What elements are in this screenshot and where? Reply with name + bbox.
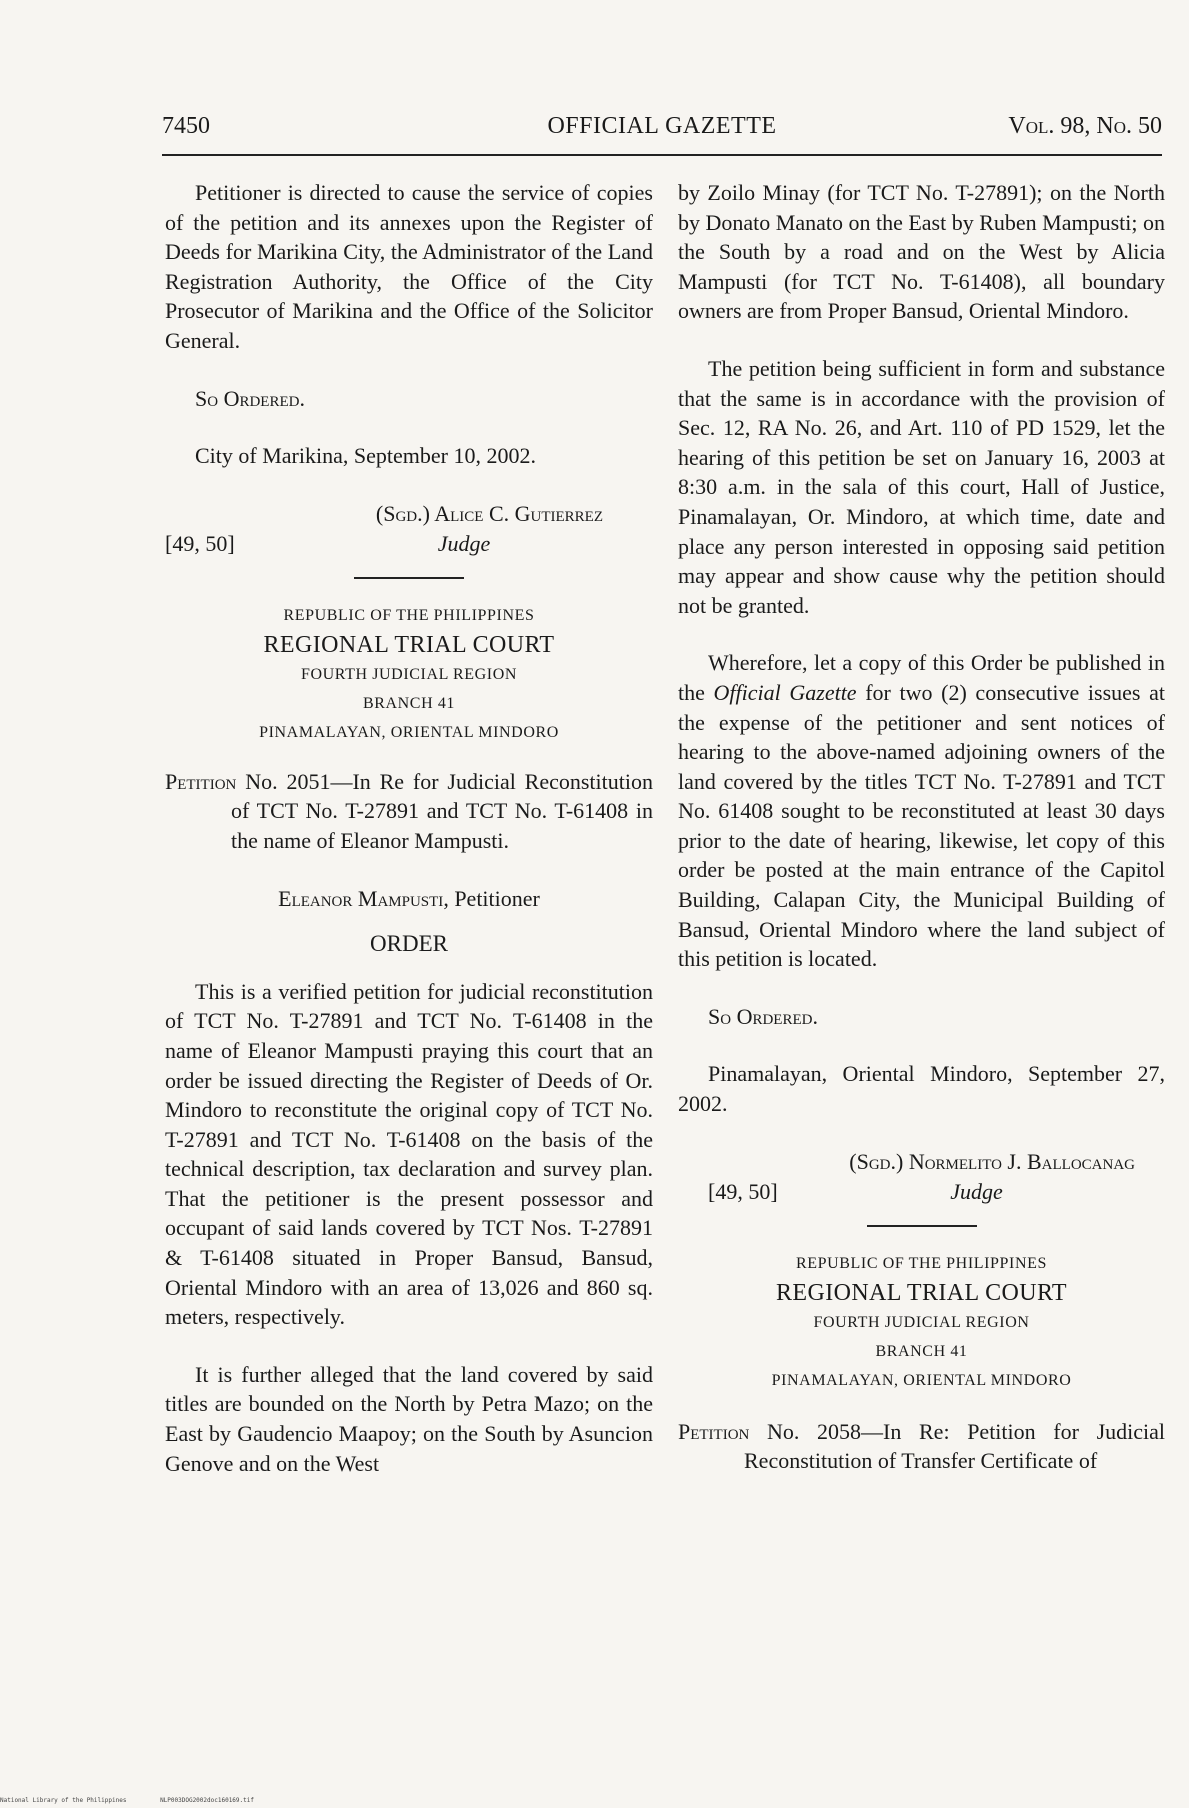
date-line: Pinamalayan, Oriental Mindoro, September 27, 2002. bbox=[678, 1061, 1165, 1117]
gazette-name: Official Gazette bbox=[713, 679, 857, 705]
issue-reference: [49, 50] bbox=[708, 1178, 778, 1204]
petitioner-role: , Petitioner bbox=[443, 885, 540, 911]
boundaries-continued: by Zoilo Minay (for TCT No. T-27891); on the North by Donato Manato on the East by Ruben Mampusti; on the South by a road and on the West by Alicia Mampusti (for TCT No. T-61408), all boundary owners are from Proper Bansud, Oriental Mindoro. bbox=[678, 180, 1165, 324]
left-column bbox=[165, 178, 653, 1478]
page-header bbox=[162, 108, 1162, 148]
service-paragraph: Petitioner is directed to cause the service of copies of the petition and its annexes upon the Register of Deeds for Marikina City, the Administrator of the Land Registration Authority, the Office of the City Prosecutor of Marikina and the Office of the Solicitor General. bbox=[165, 180, 653, 353]
header-rule bbox=[162, 154, 1162, 156]
signatory: (Sgd.) Normelito J. Ballocanag bbox=[849, 1148, 1135, 1174]
date-line: City of Marikina, September 10, 2002. bbox=[195, 443, 536, 469]
hearing-paragraph: The petition being sufficient in form and substance that the same is in accordance with the provision of Sec. 12, RA No. 26, and Art. 110 of PD 1529, let the hearing of this petition be set on January 16, 2003 at 8:30 a.m. in the sala of this court, Hall of Justice, Pinamalayan, Or. Mindoro, at which time, date and place any person interested in opposing said petition may appear and show cause why the petition should not be granted. bbox=[678, 355, 1165, 618]
publication-title: OFFICIAL GAZETTE bbox=[547, 113, 777, 139]
file-id: NLP003DOG2002doc160169.tif bbox=[160, 1797, 254, 1804]
petition-caption bbox=[678, 1417, 1165, 1476]
so-ordered: So Ordered. bbox=[708, 1003, 818, 1029]
petition-text: No. 2058—In Re: Petition for Judicial Reconstitution of Transfer Certificate of bbox=[744, 1418, 1165, 1474]
branch-label: BRANCH 41 bbox=[875, 1342, 968, 1360]
signature-block bbox=[678, 1147, 1165, 1207]
publication-paragraph bbox=[678, 648, 1165, 974]
volume-issue: Vol. 98, No. 50 bbox=[1008, 113, 1162, 139]
petition-paragraph: This is a verified petition for judicial reconstitution of TCT No. T-27891 and TCT No. T-61408 in the name of Eleanor Mampusti praying this court that an order be issued directing the Register of Deeds of Or. Mindoro to reconstitute the original copy of TCT No. T-27891 and TCT No. T-61408 on the basis of the technical description, tax declaration and survey plan. That the petitioner is the present possessor and occupant of said lands covered by TCT Nos. T-27891 & T-61408 situated in Proper Bansud, Bansud, Oriental Mindoro with an area of 13,026 and 860 sq. meters, respectively. bbox=[165, 978, 653, 1330]
signatory-role: Judge bbox=[950, 1178, 1003, 1204]
petition-text: No. 2051—In Re for Judicial Reconstitution of TCT No. T-27891 and TCT No. T-61408 in the name of Eleanor Mampusti. bbox=[231, 768, 653, 853]
signatory-role: Judge bbox=[437, 530, 491, 556]
boundaries-paragraph: It is further alleged that the land covered by said titles are bounded on the North by Petra Mazo; on the East by Gaudencio Maapoy; on the South by Asuncion Genove and on the West bbox=[165, 1361, 653, 1476]
scan-footer bbox=[0, 1797, 284, 1804]
signatory: (Sgd.) Alice C. Gutierrez bbox=[375, 500, 603, 526]
place-label: PINAMALAYAN, ORIENTAL MINDORO bbox=[259, 723, 559, 741]
signature-block bbox=[165, 499, 653, 559]
region-label: FOURTH JUDICIAL REGION bbox=[300, 665, 518, 683]
page-number: 7450 bbox=[162, 113, 210, 139]
region-label: FOURTH JUDICIAL REGION bbox=[813, 1313, 1030, 1331]
petition-label: Petition bbox=[165, 768, 237, 794]
place-label: PINAMALAYAN, ORIENTAL MINDORO bbox=[771, 1371, 1072, 1389]
petitioner-line bbox=[165, 884, 653, 914]
republic-label: REPUBLIC OF THE PHILIPPINES bbox=[795, 1254, 1048, 1272]
section-divider bbox=[867, 1225, 977, 1227]
publication-text-a: Wherefore, let a copy of this Order be published in the bbox=[678, 650, 1165, 705]
so-ordered: So Ordered. bbox=[195, 385, 305, 411]
section-divider bbox=[354, 577, 464, 579]
petition-caption bbox=[165, 767, 653, 856]
court-heading bbox=[678, 1249, 1165, 1395]
publication-text-b: for two (2) consecutive issues at the expense of the petitioner and sent notices of hearing to the above-named adjoining owners of the land covered by the titles TCT No. T-27891 and TCT No. 61408 sought to be reconstituted at least 30 days prior to the date of hearing, likewise, let copy of this order be posted at the main entrance of the Capitol Building, Calapan City, the Municipal Building of Bansud, Oriental Mindoro where the land subject of this petition is located. bbox=[678, 679, 1165, 972]
petition-label: Petition bbox=[678, 1418, 750, 1444]
court-heading bbox=[165, 601, 653, 747]
petitioner-name: Eleanor Mampusti bbox=[278, 885, 444, 911]
branch-label: BRANCH 41 bbox=[362, 694, 456, 712]
court-name: REGIONAL TRIAL COURT bbox=[776, 1279, 1067, 1306]
library-credit: National Library of the Philippines bbox=[0, 1797, 127, 1804]
issue-reference: [49, 50] bbox=[165, 530, 235, 556]
order-heading: ORDER bbox=[370, 931, 448, 957]
republic-label: REPUBLIC OF THE PHILIPPINES bbox=[283, 606, 535, 624]
court-name: REGIONAL TRIAL COURT bbox=[263, 631, 555, 658]
right-column bbox=[678, 178, 1165, 1476]
